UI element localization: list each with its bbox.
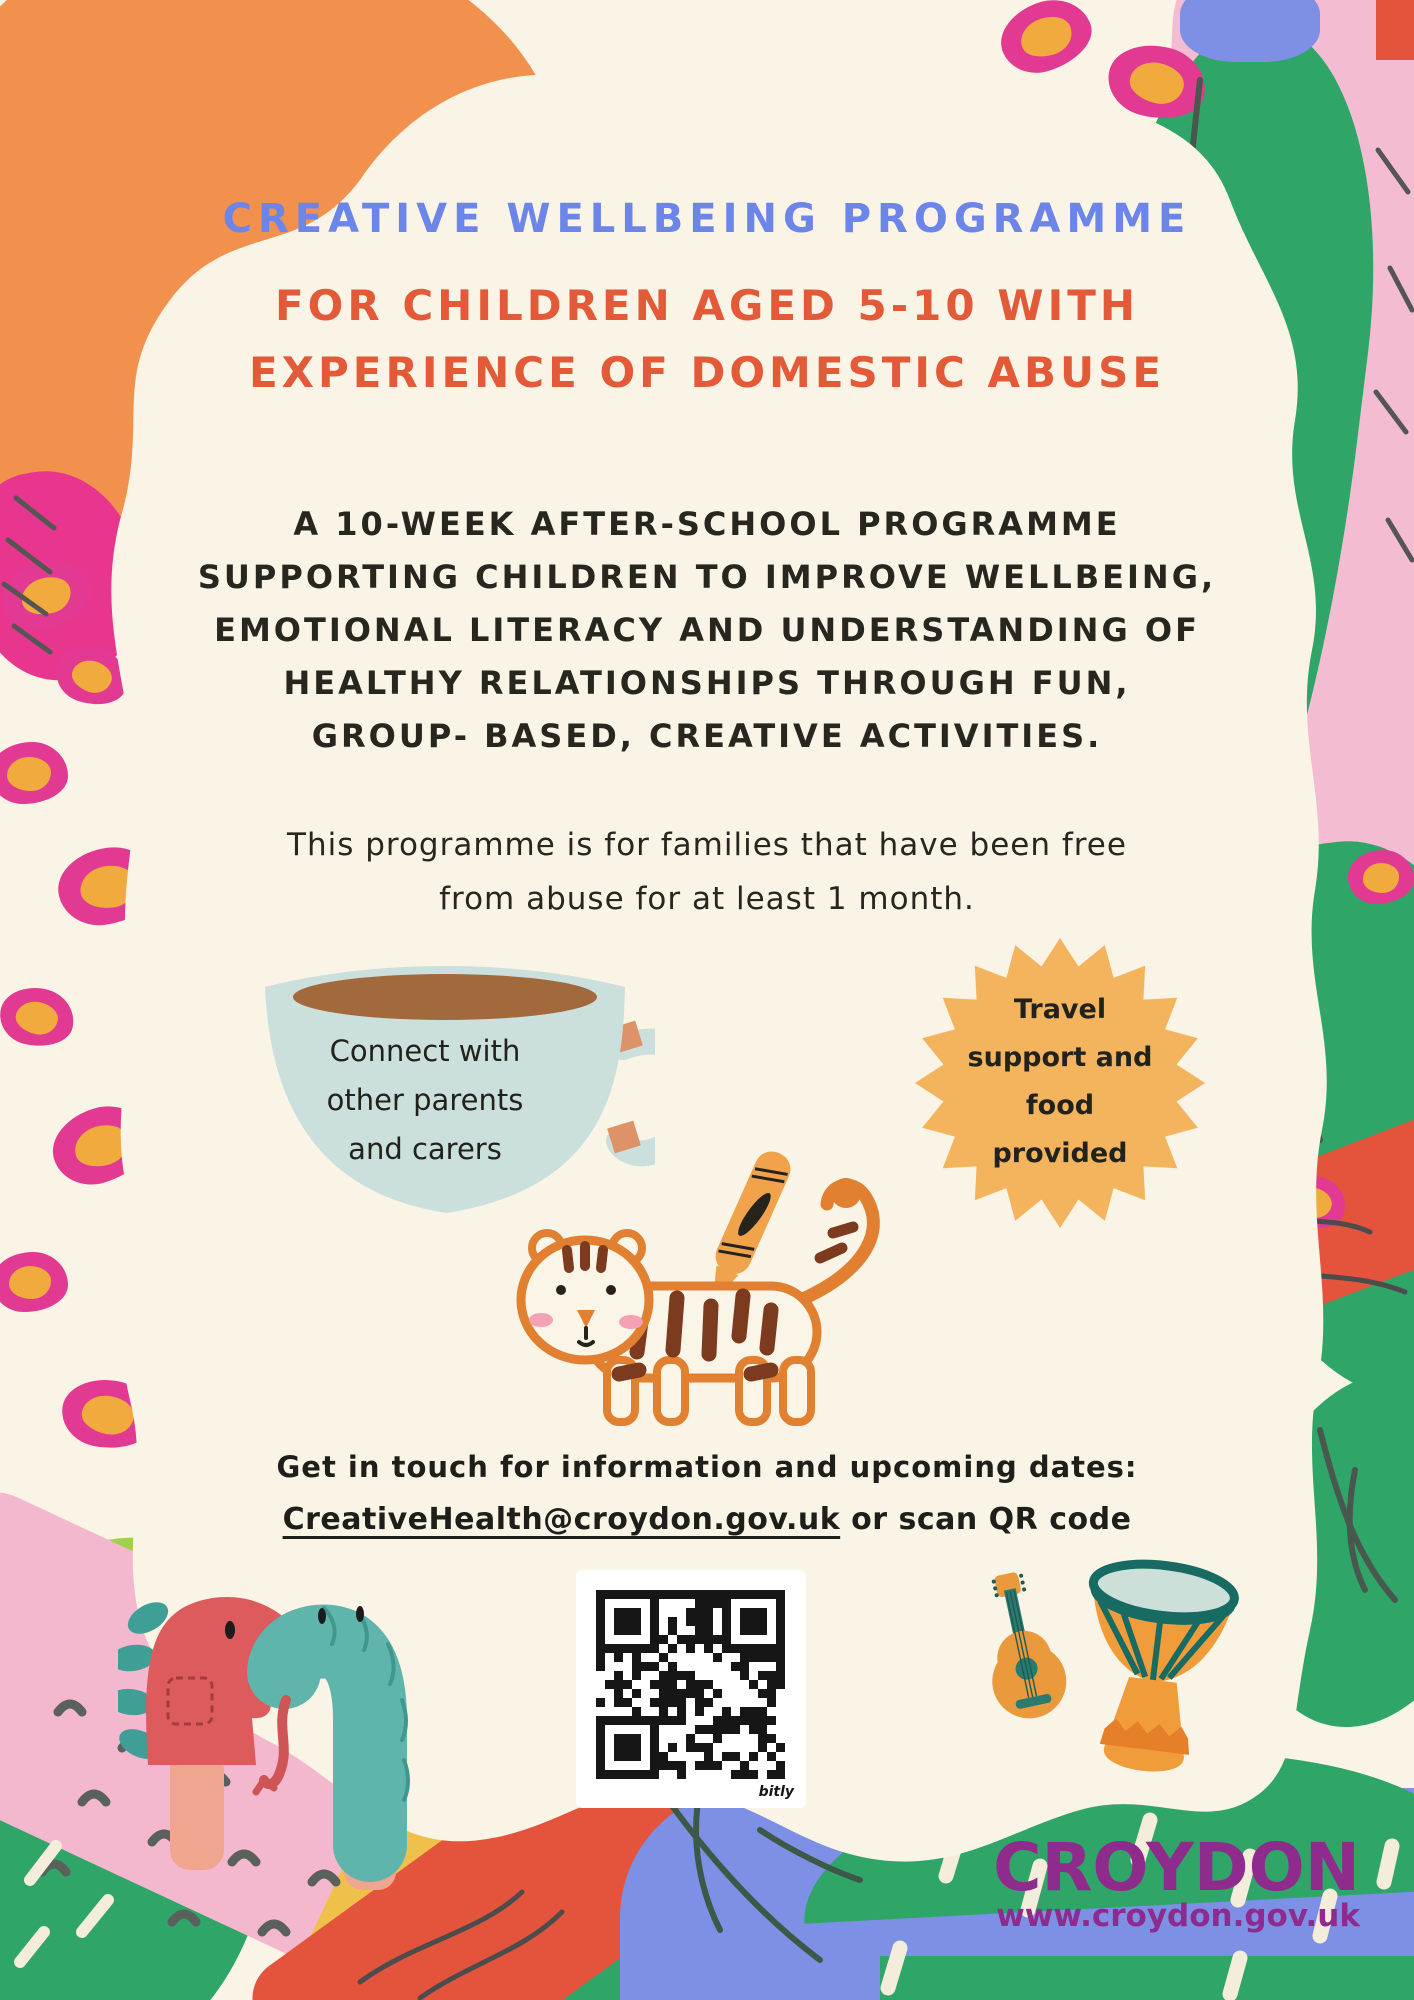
drum-icon (1059, 1547, 1251, 1795)
contact-heading: Get in touch for information and upcoming dates: (276, 1450, 1138, 1484)
description-line: EMOTIONAL LITERACY AND UNDERSTANDING OF (214, 611, 1200, 649)
cup-note-line: Connect with (329, 1034, 521, 1068)
badge-line: Travel (1013, 994, 1107, 1025)
cup-note-line: other parents (326, 1083, 524, 1117)
croydon-logo: CROYDON (993, 1829, 1360, 1906)
page-title: CREATIVE WELLBEING PROGRAMME (222, 196, 1192, 242)
description-line: HEALTHY RELATIONSHIPS THROUGH FUN, (283, 664, 1131, 702)
description-line: A 10-WEEK AFTER-SCHOOL PROGRAMME (293, 505, 1121, 543)
contact-line (0, 1502, 1414, 1537)
footer (993, 1829, 1360, 1934)
cup-note-line: and carers (348, 1132, 502, 1166)
snake-puppet-icon (256, 1606, 408, 1890)
page-subtitle (0, 272, 1414, 406)
description-line: SUPPORTING CHILDREN TO IMPROVE WELLBEING, (197, 558, 1217, 596)
eligibility-line: This programme is for families that have been free (287, 827, 1127, 863)
subtitle-line-1: FOR CHILDREN AGED 5-10 WITH (274, 281, 1140, 330)
travel-badge (915, 938, 1205, 1228)
subtitle-line-2: EXPERIENCE OF DOMESTIC ABUSE (248, 348, 1166, 397)
badge-line: food (1025, 1090, 1095, 1121)
eligibility-note (0, 818, 1414, 926)
eligibility-line: from abuse for at least 1 month. (439, 881, 975, 917)
badge-line: provided (992, 1138, 1128, 1169)
tiger-illustration (515, 1138, 915, 1438)
travel-badge-text (915, 986, 1205, 1178)
croydon-website[interactable]: www.croydon.gov.uk (996, 1898, 1360, 1934)
description-line: GROUP- BASED, CREATIVE ACTIVITIES. (311, 717, 1103, 755)
contact-suffix: or scan QR code (840, 1502, 1132, 1537)
guitar-icon (960, 1564, 1084, 1730)
email-link[interactable]: CreativeHealth@croydon.gov.uk (282, 1502, 841, 1537)
puppets-illustration (118, 1560, 438, 1890)
qr-provider-label: bitly (758, 1784, 794, 1800)
badge-line: support and (967, 1042, 1153, 1073)
qr-code[interactable] (576, 1570, 806, 1808)
programme-description (0, 498, 1414, 763)
tiger-body (521, 1178, 873, 1422)
